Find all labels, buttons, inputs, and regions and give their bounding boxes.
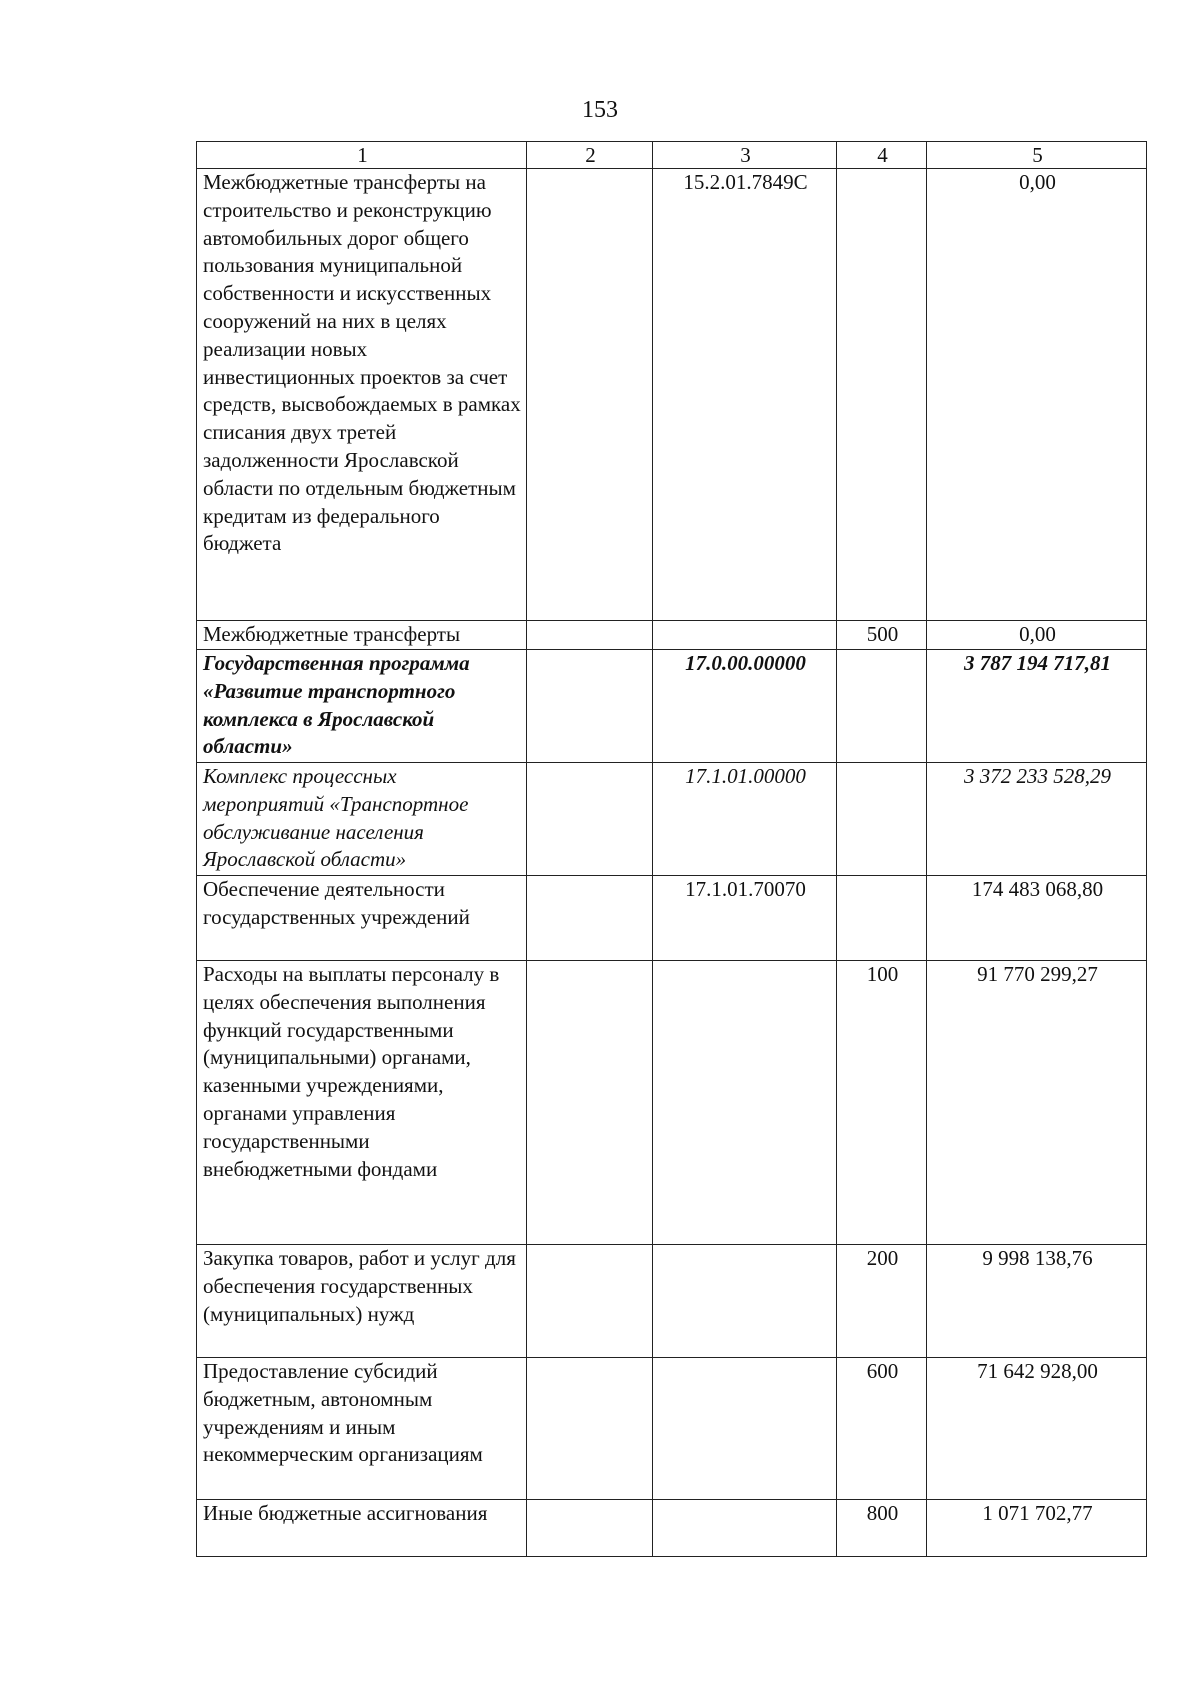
row-code: [653, 1358, 837, 1500]
row-name: Государственная программа «Развитие транспортного комплекса в Ярославской области»: [197, 650, 527, 763]
page-number: 153: [582, 97, 618, 123]
row-col2: [527, 876, 653, 961]
header-col-3: 3: [653, 142, 837, 169]
row-amount: 3 372 233 528,29: [927, 763, 1147, 876]
row-code: 17.1.01.00000: [653, 763, 837, 876]
row-amount: 91 770 299,27: [927, 961, 1147, 1245]
row-name: Иные бюджетные ассигнования: [197, 1500, 527, 1557]
row-amount: 0,00: [927, 169, 1147, 621]
table-row: [197, 763, 1147, 876]
row-col2: [527, 621, 653, 650]
table-row: [197, 621, 1147, 650]
row-code: [653, 961, 837, 1245]
row-kind: 600: [837, 1358, 927, 1500]
row-kind: 200: [837, 1245, 927, 1358]
row-amount: 71 642 928,00: [927, 1358, 1147, 1500]
row-amount: 3 787 194 717,81: [927, 650, 1147, 763]
row-col2: [527, 961, 653, 1245]
row-code: [653, 1500, 837, 1557]
row-name: Межбюджетные трансферты: [197, 621, 527, 650]
row-amount: 9 998 138,76: [927, 1245, 1147, 1358]
row-amount: 174 483 068,80: [927, 876, 1147, 961]
row-kind: [837, 650, 927, 763]
row-name: Комплекс процессных мероприятий «Транспортное обслуживание населения Ярославской области»: [197, 763, 527, 876]
header-col-2: 2: [527, 142, 653, 169]
row-kind: 100: [837, 961, 927, 1245]
row-col2: [527, 1245, 653, 1358]
row-code: [653, 1245, 837, 1358]
row-name: Закупка товаров, работ и услуг для обеспечения государственных (муниципальных) нужд: [197, 1245, 527, 1358]
row-kind: [837, 169, 927, 621]
table-row: [197, 961, 1147, 1245]
table-row: [197, 650, 1147, 763]
header-col-4: 4: [837, 142, 927, 169]
row-code: 15.2.01.7849С: [653, 169, 837, 621]
row-col2: [527, 1358, 653, 1500]
row-name: Предоставление субсидий бюджетным, автономным учреждениям и иным некоммерческим организациям: [197, 1358, 527, 1500]
row-kind: [837, 763, 927, 876]
row-name: Расходы на выплаты персоналу в целях обеспечения выполнения функций государственными (муниципальными) органами, казенными учреждениями, органами управления государственными внебюджетными фондами: [197, 961, 527, 1245]
row-col2: [527, 650, 653, 763]
row-code: [653, 621, 837, 650]
row-name: Межбюджетные трансферты на строительство и реконструкцию автомобильных дорог общего пользования муниципальной собственности и искусственных сооружений на них в целях реализации новых инвестиционных проектов за счет средств, высвобождаемых в рамках списания двух третей задолженности Ярославской области по отдельным бюджетным кредитам из федерального бюджета: [197, 169, 527, 621]
table-row: [197, 1500, 1147, 1557]
table-row: [197, 169, 1147, 621]
table-row: [197, 1245, 1147, 1358]
row-kind: 800: [837, 1500, 927, 1557]
row-amount: 0,00: [927, 621, 1147, 650]
row-name: Обеспечение деятельности государственных учреждений: [197, 876, 527, 961]
row-code: 17.1.01.70070: [653, 876, 837, 961]
header-row: [197, 142, 1147, 169]
row-kind: 500: [837, 621, 927, 650]
table-row: [197, 1358, 1147, 1500]
row-col2: [527, 169, 653, 621]
row-col2: [527, 1500, 653, 1557]
row-kind: [837, 876, 927, 961]
header-col-1: 1: [197, 142, 527, 169]
row-amount: 1 071 702,77: [927, 1500, 1147, 1557]
row-col2: [527, 763, 653, 876]
header-col-5: 5: [927, 142, 1147, 169]
table-row: [197, 876, 1147, 961]
row-code: 17.0.00.00000: [653, 650, 837, 763]
budget-table: [196, 141, 1147, 1557]
